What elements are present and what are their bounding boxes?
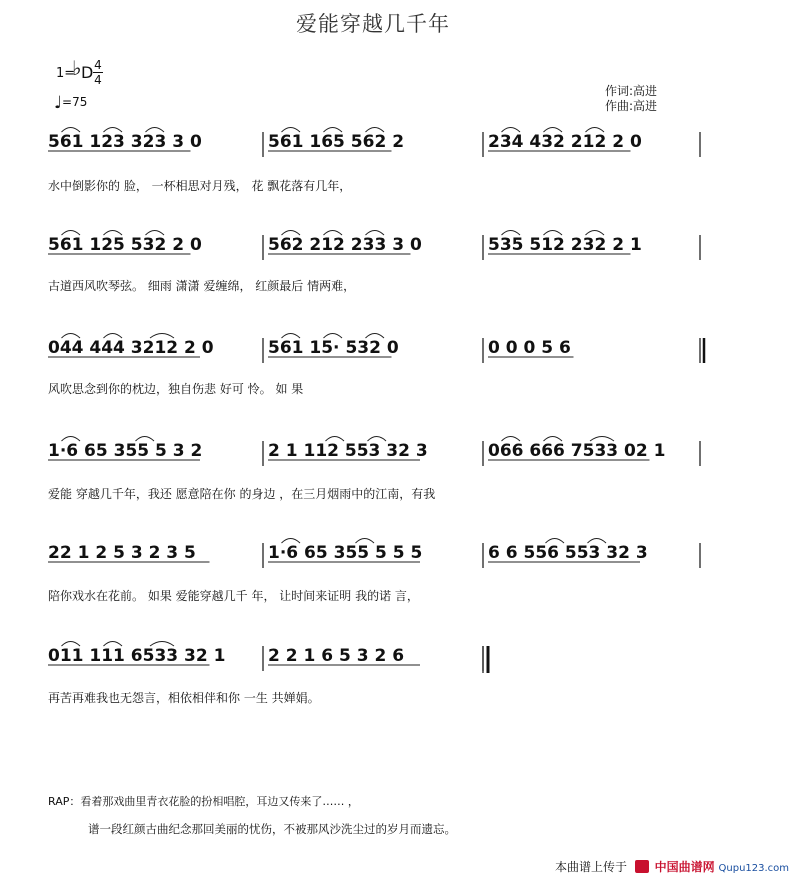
lyric-line-4: 爱能 穿越几千年，我还 愿意陪在你 的身边 ，在三月烟雨中的江南，有我 [48,487,436,501]
site-logo-text: 中国曲谱网 [654,860,715,874]
measure-notes: 066 666 7533 02 1 [488,441,666,461]
measure-notes: 234 432 212 2 0 [488,132,642,152]
site-logo-icon [635,860,649,873]
rap-line-2: 谱一段红颜古曲纪念那回美丽的忧伤，不被那风沙洗尘过的岁月而遗忘。 [88,822,456,836]
measure-notes: 561 165 562 2 [268,132,405,152]
tempo-value: =75 [62,95,88,109]
upload-footer [555,858,789,875]
measure-notes: 2 2 1 6 5 3 2 6 [268,646,405,666]
composer-credit: 作曲:高进 [605,99,658,113]
measure-notes: 22 1 2 5 3 2 3 5 [48,543,196,563]
lyric-line-1: 水中倒影你的 脸， 一杯相思对月残， 花 飘花落有几年， [48,179,352,193]
time-top: 4 [94,58,102,72]
measure-notes: 535 512 232 2 1 [488,235,642,255]
measure-notes: 2 1 112 553 32 3 [268,441,428,461]
lyric-line-3: 风吹思念到你的枕边，独自伤悲 好可 怜。 如 果 [48,382,304,396]
measure-notes: 561 125 532 2 0 [48,235,202,255]
measure-notes: 0 0 0 5 6 [488,338,571,358]
lyric-line-5: 陪你戏水在花前。 如果 爱能穿越几千 年， 让时间来证明 我的诺 言， [48,589,419,603]
quarter-note-icon: ♩ [54,93,63,113]
measure-notes: 011 111 6533 32 1 [48,646,226,666]
key-prefix: 1= [56,66,76,81]
flat-sign: ♭ [72,56,82,80]
measure-notes: 6 6 556 553 32 3 [488,543,648,563]
rap-line-1: RAP：看着那戏曲里青衣花脸的扮相唱腔，耳边又传来了…… ， [48,795,359,808]
measure-notes: 1·6 65 355 5 5 5 [268,543,423,563]
measure-notes: 562 212 233 3 0 [268,235,422,255]
measure-notes: 561 15· 532 0 [268,338,399,358]
song-title: 爱能穿越几千年 [296,12,450,36]
measure-notes: 044 444 3212 2 0 [48,338,214,358]
lyricist-credit: 作词:高进 [605,84,658,98]
lyric-line-2: 古道西风吹琴弦。 细雨 潇潇 爱缠绵， 红颜最后 情两难， [48,279,356,293]
time-bottom: 4 [94,73,102,87]
site-logo-url: Qupu123.com [718,863,789,874]
footer-text: 本曲谱上传于 [555,860,628,874]
measure-notes: 561 123 323 3 0 [48,132,202,152]
measure-notes: 1·6 65 355 5 3 2 [48,441,203,461]
lyric-line-6: 再苦再难我也无怨言，相依相伴和你 一生 共婵娟。 [48,691,320,705]
key-letter: D [81,63,94,82]
